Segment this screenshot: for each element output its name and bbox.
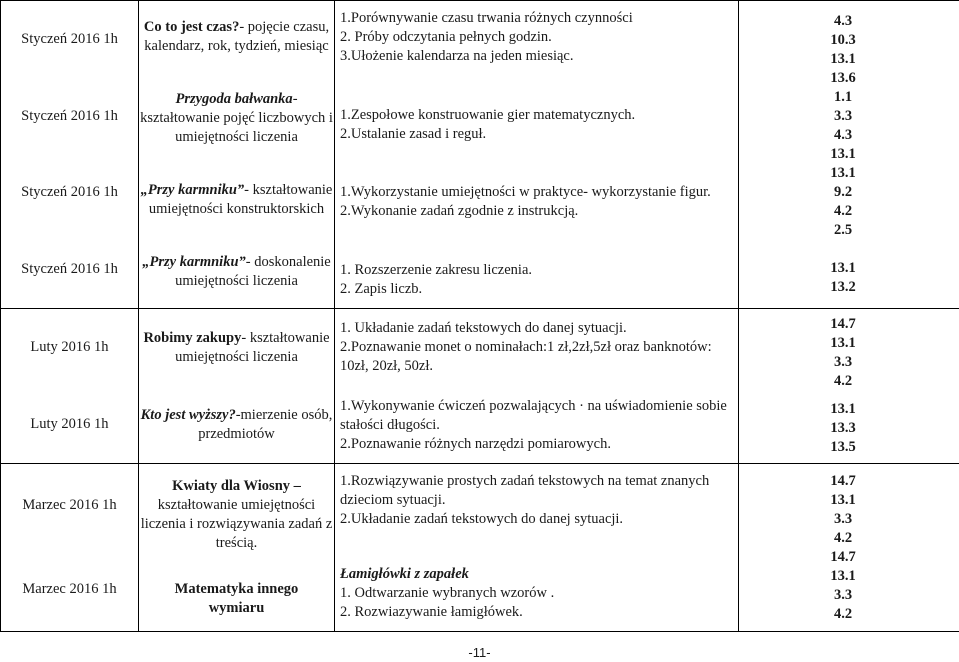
goal-group	[340, 472, 730, 529]
codes-cell	[739, 464, 959, 632]
goal-group	[340, 261, 730, 299]
goal-item: 2.Poznawanie monet o nominałach:1 zł,2zł,5zł oraz banknotów: 10zł, 20zł, 50zł.	[340, 339, 712, 374]
table-row	[1, 1, 959, 309]
goal-item: 1.Zespołowe konstruowanie gier matematycznych.	[340, 106, 636, 123]
code-item: 4.2	[833, 203, 853, 219]
date-entry: Styczeń 2016 1h	[21, 261, 118, 278]
code-item	[821, 391, 865, 400]
topic-cell	[139, 309, 335, 464]
date-entry: Styczeń 2016 1h	[21, 184, 118, 201]
topic-cell	[139, 1, 335, 309]
goal-item: 2.Wykonanie zadań zgodnie z instrukcją.	[340, 203, 579, 220]
topic-title: Co to jest czas?	[143, 19, 240, 35]
goals-cell	[335, 1, 739, 309]
goal-item: 2.Układanie zadań tekstowych do danej sytuacji.	[340, 511, 624, 527]
code-item: 3.3	[833, 354, 853, 370]
date-entry: Marzec 2016 1h	[22, 580, 117, 597]
code-item: 2.5	[833, 222, 853, 238]
table-row	[1, 464, 959, 632]
code-item: 4.2	[833, 529, 853, 546]
codes-cell	[739, 309, 959, 464]
goal-item: 2.Poznawanie różnych narzędzi pomiarowych.	[340, 436, 611, 452]
topic-desc: -kształtowanie pojęć liczbowych i umiejętności liczenia	[140, 91, 333, 145]
topic-entry	[139, 90, 334, 147]
codes-cell	[739, 1, 959, 309]
code-item: 13.1	[830, 165, 856, 181]
code-item: 4.3	[833, 127, 853, 143]
code-item: 3.3	[833, 108, 853, 124]
code-item: 14.7	[830, 548, 856, 565]
date-cell	[1, 1, 139, 309]
code-item: 4.2	[833, 605, 853, 622]
topic-entry	[139, 329, 334, 367]
goal-group	[340, 319, 730, 376]
code-item: 13.1	[830, 146, 856, 162]
code-item: 3.3	[833, 510, 853, 527]
code-item: 13.1	[830, 335, 856, 351]
table-row	[1, 309, 959, 464]
topic-entry	[139, 580, 334, 618]
code-item: 14.7	[830, 472, 856, 489]
topic-cell	[139, 464, 335, 632]
goal-item: 2.Ustalanie zasad i reguł.	[340, 125, 487, 142]
goal-item: 2. Próby odczytania pełnych godzin.	[340, 29, 552, 45]
topic-title: „Przy karmniku”	[142, 254, 246, 270]
goal-item: 3.Ułożenie kalendarza na jeden miesiąc.	[340, 48, 574, 64]
goal-item: 1. Odtwarzanie wybranych wzorów .	[340, 585, 555, 601]
topic-desc: - doskonalenie umiejętności liczenia	[175, 254, 331, 289]
topic-title: „Przy karmniku”	[140, 182, 245, 198]
goals-cell	[335, 309, 739, 464]
goal-group	[340, 565, 730, 622]
date-entry: Luty 2016 1h	[30, 416, 109, 432]
goal-group	[340, 183, 730, 221]
goal-item: 1.Wykonywanie ćwiczeń pozwalających · na uświadomienie sobie stałości długości.	[340, 398, 727, 433]
code-item: 9.2	[833, 184, 853, 200]
goal-item: Łamigłówki z zapałek	[340, 566, 469, 582]
date-entry: Luty 2016 1h	[30, 339, 109, 355]
code-item: 1.1	[833, 89, 853, 105]
goal-group	[340, 397, 730, 454]
topic-title: Robimy zakupy	[143, 329, 242, 346]
code-item: 13.1	[830, 567, 856, 584]
date-cell	[1, 309, 139, 464]
topic-desc: - kształtowanie umiejętności liczenia	[175, 329, 330, 365]
date-entry: Styczeń 2016 1h	[21, 30, 118, 47]
goal-item: 2. Zapis liczb.	[340, 280, 423, 297]
code-item	[821, 240, 865, 259]
code-item: 13.2	[830, 279, 856, 295]
page-number: -11-	[468, 645, 491, 660]
code-item: 13.5	[830, 439, 856, 455]
date-entry: Marzec 2016 1h	[22, 497, 117, 514]
date-entry: Styczeń 2016 1h	[21, 107, 118, 124]
topic-title: Przygoda bałwanka	[175, 91, 293, 107]
topic-desc: kształtowanie umiejętności liczenia i rozwiązywania zadań z treścią.	[140, 497, 333, 552]
code-item: 14.7	[830, 316, 856, 332]
code-item: 13.1	[830, 401, 856, 417]
goal-item: 1. Rozszerzenie zakresu liczenia.	[340, 261, 533, 278]
goal-group	[340, 106, 730, 144]
topic-title: Kwiaty dla Wiosny –	[172, 478, 301, 495]
code-item: 4.2	[833, 373, 853, 389]
goal-group	[340, 9, 730, 66]
goal-item: 2. Rozwiazywanie łamigłówek.	[340, 604, 523, 620]
topic-entry	[139, 406, 334, 444]
topic-entry	[139, 18, 334, 56]
code-item: 13.1	[830, 491, 856, 508]
code-item: 3.3	[833, 586, 853, 603]
topic-entry	[139, 477, 334, 553]
goal-item: 1.Wykorzystanie umiejętności w praktyce- wykorzystanie figur.	[340, 184, 711, 201]
code-item: 4.3	[833, 13, 853, 29]
code-item: 10.3	[830, 32, 856, 48]
code-item: 13.3	[830, 420, 856, 436]
topic-desc: - pojęcie czasu, kalendarz, rok, tydzień, miesiąc	[144, 19, 330, 54]
code-item: 13.1	[830, 260, 856, 276]
topic-desc: -mierzenie osób, przedmiotów	[198, 406, 333, 442]
code-item: 13.6	[830, 70, 856, 86]
topic-title: Matematyka innego wymiaru	[174, 580, 299, 616]
goal-item: 1. Układanie zadań tekstowych do danej sytuacji.	[340, 320, 627, 336]
goal-item: 1.Porównywanie czasu trwania różnych czynności	[340, 10, 633, 26]
goal-item: 1.Rozwiązywanie prostych zadań tekstowych na temat znanych dzieciom sytuacji.	[340, 473, 710, 508]
topic-title: Kto jest wyższy?	[140, 406, 236, 423]
topic-entry	[139, 253, 334, 291]
code-item: 13.1	[830, 51, 856, 67]
goals-cell	[335, 464, 739, 632]
topic-entry	[139, 181, 334, 219]
topic-desc: - kształtowanie umiejętności konstruktorskich	[148, 182, 333, 217]
date-cell	[1, 464, 139, 632]
